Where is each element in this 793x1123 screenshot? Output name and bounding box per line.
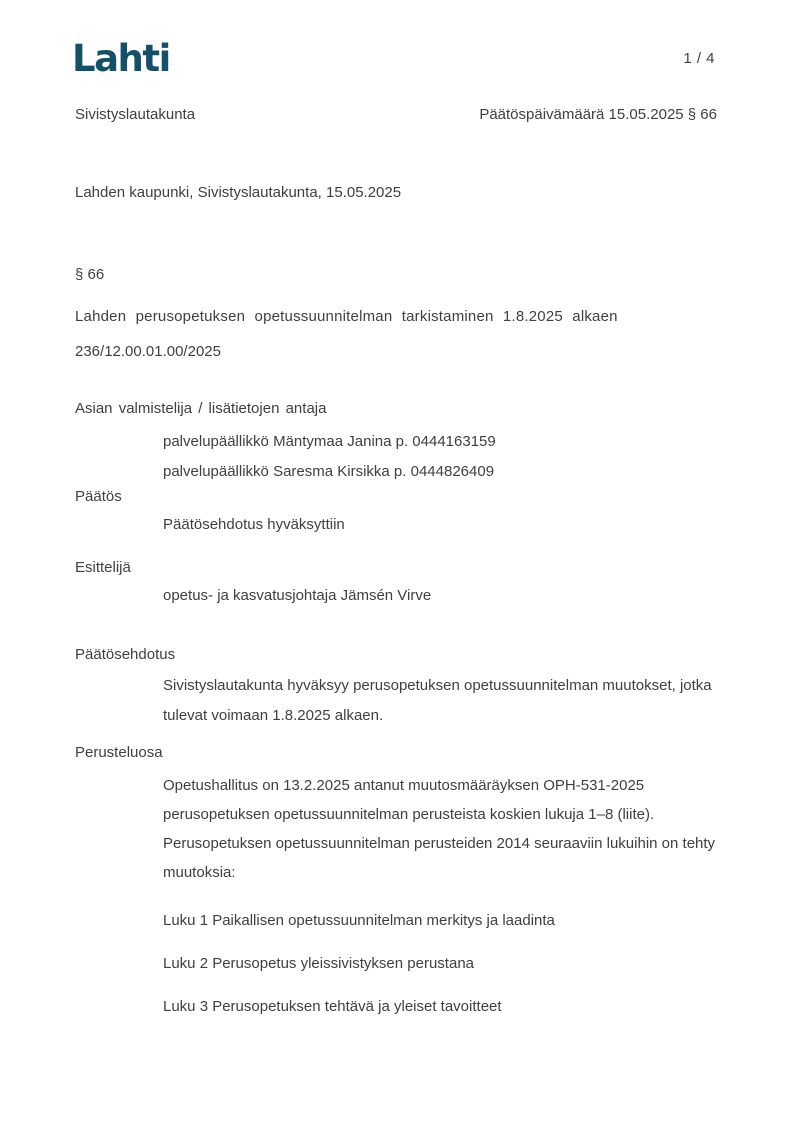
document-title: Lahden perusopetuksen opetussuunnitelman tarkistaminen 1.8.2025 alkaen (75, 308, 618, 325)
committee-name: Sivistyslautakunta (75, 106, 196, 123)
rationale-heading: Perusteluosa (75, 744, 163, 761)
preparer-heading: Asian valmistelija / lisätietojen antaja (75, 400, 327, 417)
proposal-text (163, 671, 712, 731)
rationale-line: perusopetuksen opetussuunnitelman perusteista koskien lukuja 1–8 (liite). (163, 806, 655, 823)
decision-text: Päätösehdotus hyväksyttiin (163, 516, 345, 533)
chapter-item: Luku 3 Perusopetuksen tehtävä ja yleiset tavoitteet (163, 998, 502, 1015)
page-number: 1 / 4 (683, 50, 715, 67)
proposal-heading: Päätösehdotus (75, 646, 176, 663)
rationale-line: muutoksia: (163, 864, 236, 881)
presenter-text: opetus- ja kasvatusjohtaja Jämsén Virve (163, 587, 432, 604)
proposal-line: tulevat voimaan 1.8.2025 alkaen. (163, 707, 384, 724)
preparer-line: palvelupäällikkö Saresma Kirsikka p. 0444826409 (163, 463, 495, 480)
decision-heading: Päätös (75, 488, 122, 505)
rationale-line: Perusopetuksen opetussuunnitelman perusteiden 2014 seuraaviin lukuihin on tehty (163, 835, 716, 852)
lahti-logo: Lahti (72, 37, 170, 80)
chapter-list (163, 899, 555, 1028)
document-intro-line: Lahden kaupunki, Sivistyslautakunta, 15.05.2025 (75, 184, 402, 201)
case-number: 236/12.00.01.00/2025 (75, 343, 221, 360)
rationale-text (163, 771, 715, 887)
rationale-line: Opetushallitus on 13.2.2025 antanut muutosmääräyksen OPH-531-2025 (163, 777, 645, 794)
preparer-list (163, 427, 496, 487)
proposal-line: Sivistyslautakunta hyväksyy perusopetuksen opetussuunnitelman muutokset, jotka (163, 677, 712, 694)
presenter-heading: Esittelijä (75, 559, 131, 576)
preparer-line: palvelupäällikkö Mäntymaa Janina p. 0444163159 (163, 433, 496, 450)
chapter-item: Luku 1 Paikallisen opetussuunnitelman merkitys ja laadinta (163, 912, 555, 929)
section-number: § 66 (75, 266, 105, 283)
chapter-item: Luku 2 Perusopetus yleissivistyksen perustana (163, 955, 475, 972)
decision-date: Päätöspäivämäärä 15.05.2025 § 66 (479, 106, 717, 123)
